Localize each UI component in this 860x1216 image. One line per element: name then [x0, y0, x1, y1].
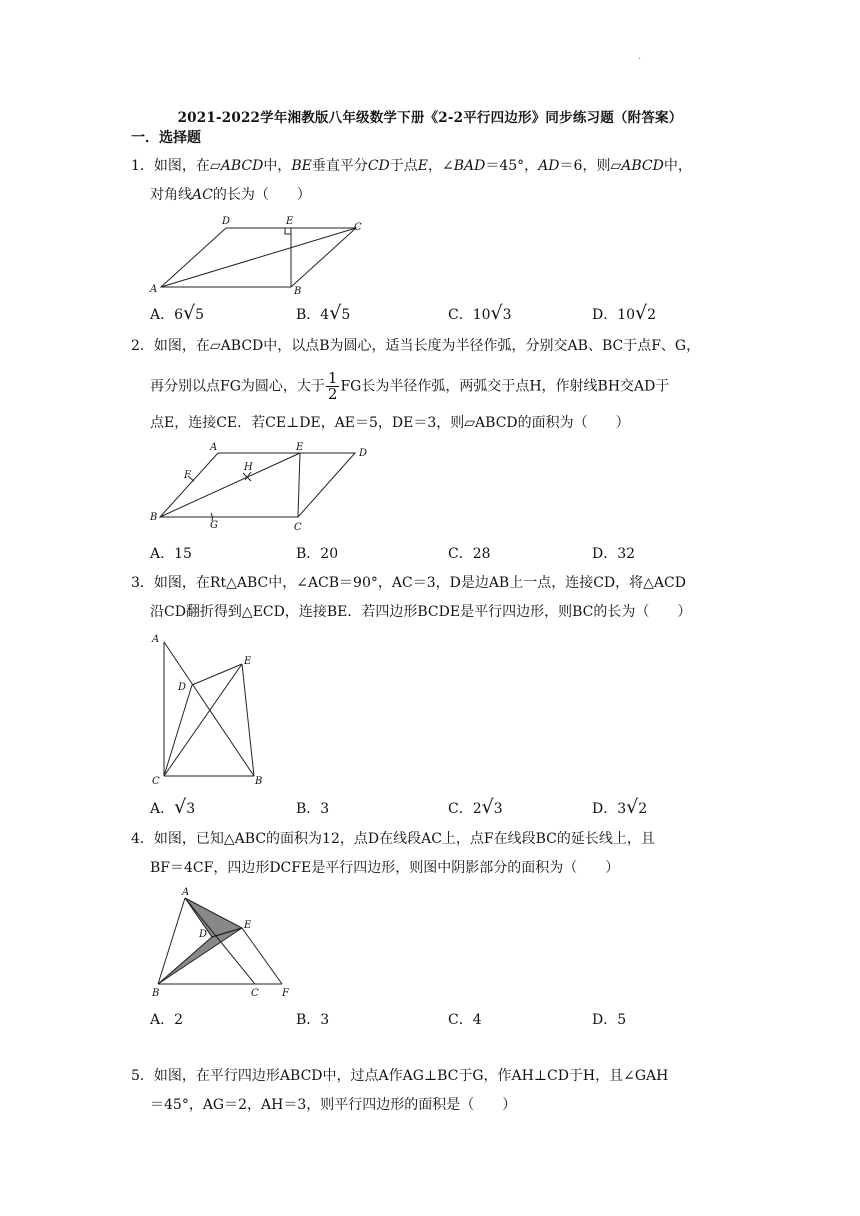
q1-option-a[interactable]: A．6√5	[150, 302, 205, 324]
q4-option-c[interactable]: C．4	[448, 1012, 482, 1028]
header-dot: ·	[638, 54, 642, 65]
q3-line-1: 3．如图，在Rt△ABC中，∠ACB＝90°，AC＝3，D是边AB上一点，连接CD，将△ACD	[131, 575, 686, 591]
q2-label-b: B	[150, 512, 158, 523]
q3-option-a[interactable]: A．√3	[150, 796, 196, 818]
q3-label-b: B	[255, 776, 263, 787]
q3-option-c[interactable]: C．2√3	[448, 796, 503, 818]
q4-label-c: C	[251, 988, 259, 999]
q2-line-1: 2．如图，在▱ABCD中，以点B为圆心，适当长度为半径作弧，分别交AB、BC于点F、G，	[131, 338, 701, 354]
q3-label-e: E	[244, 656, 252, 667]
q2-label-g: G	[210, 520, 218, 531]
section-heading: 一．选择题	[131, 130, 201, 146]
q2-label-c: C	[294, 522, 302, 532]
q1-label-c: C	[354, 222, 362, 233]
q4-label-e: E	[244, 920, 252, 931]
q2-figure	[148, 440, 378, 532]
q3-label-a: A	[152, 634, 160, 645]
q2-option-d[interactable]: D．32	[592, 546, 636, 562]
q1-label-a: A	[150, 284, 158, 295]
q1-line-2: 对角线AC的长为（ ）	[150, 187, 311, 203]
q1-label-b: B	[294, 286, 302, 296]
q3-label-d: D	[178, 682, 187, 693]
q2-label-e: E	[296, 442, 304, 453]
q4-label-a: A	[182, 887, 190, 898]
q1-figure	[148, 212, 378, 296]
q2-option-a[interactable]: A．15	[150, 546, 192, 562]
q2-line-2: 再分别以点FG为圆心，大于 $\frac{1}{2}$ FG长为半径作弧，两弧交于点H，作射线BH交AD于	[150, 369, 670, 403]
q1-option-c[interactable]: C．10√3	[448, 302, 512, 324]
q2-label-h: H	[244, 462, 253, 473]
q3-option-b[interactable]: B．3	[296, 801, 330, 817]
q4-line-1: 4．如图，已知△ABC的面积为12，点D在线段AC上，点F在线段BC的延长线上，且	[131, 831, 655, 847]
q2-label-d: D	[359, 448, 368, 459]
q5-line-2: ＝45°，AG＝2，AH＝3，则平行四边形的面积是（ ）	[150, 1097, 517, 1113]
q3-figure	[148, 628, 268, 790]
page-title: 2021-2022学年湘教版八年级数学下册《2-2平行四边形》同步练习题（附答案）	[177, 110, 683, 126]
q4-option-a[interactable]: A．2	[150, 1012, 184, 1028]
q2-fraction: $\frac{1}{2}$	[327, 369, 338, 403]
q4-line-2: BF＝4CF，四边形DCFE是平行四边形，则图中阴影部分的面积为（ ）	[150, 860, 620, 876]
q5-line-1: 5．如图，在平行四边形ABCD中，过点A作AG⊥BC于G，作AH⊥CD于H，且∠GAH	[131, 1068, 669, 1084]
q1-option-d[interactable]: D．10√2	[592, 302, 657, 324]
q3-line-2: 沿CD翻折得到△ECD，连接BE．若四边形BCDE是平行四边形，则BC的长为（ ）	[150, 604, 692, 620]
q4-figure	[148, 884, 298, 1000]
q4-option-d[interactable]: D．5	[592, 1012, 627, 1028]
q4-label-d: D	[199, 929, 208, 940]
q2-label-a: A	[210, 442, 218, 453]
q4-label-b: B	[152, 988, 160, 999]
q1-line-1: 1．如图，在▱ABCD中，BE垂直平分CD于点E，∠BAD＝45°，AD＝6，则▱ABCD中，	[131, 158, 692, 174]
q2-line-3: 点E，连接CE．若CE⊥DE，AE＝5，DE＝3，则▱ABCD的面积为（ ）	[150, 415, 630, 431]
q2-option-c[interactable]: C．28	[448, 546, 491, 562]
q4-label-f: F	[282, 988, 289, 999]
q3-label-c: C	[152, 776, 160, 787]
q1-option-b[interactable]: B．4√5	[296, 302, 351, 324]
q2-option-b[interactable]: B．20	[296, 546, 339, 562]
q4-option-b[interactable]: B．3	[296, 1012, 330, 1028]
q1-label-e: E	[286, 216, 294, 227]
q2-label-f: F	[184, 470, 191, 481]
q3-option-d[interactable]: D．3√2	[592, 796, 648, 818]
q1-label-d: D	[222, 216, 231, 227]
